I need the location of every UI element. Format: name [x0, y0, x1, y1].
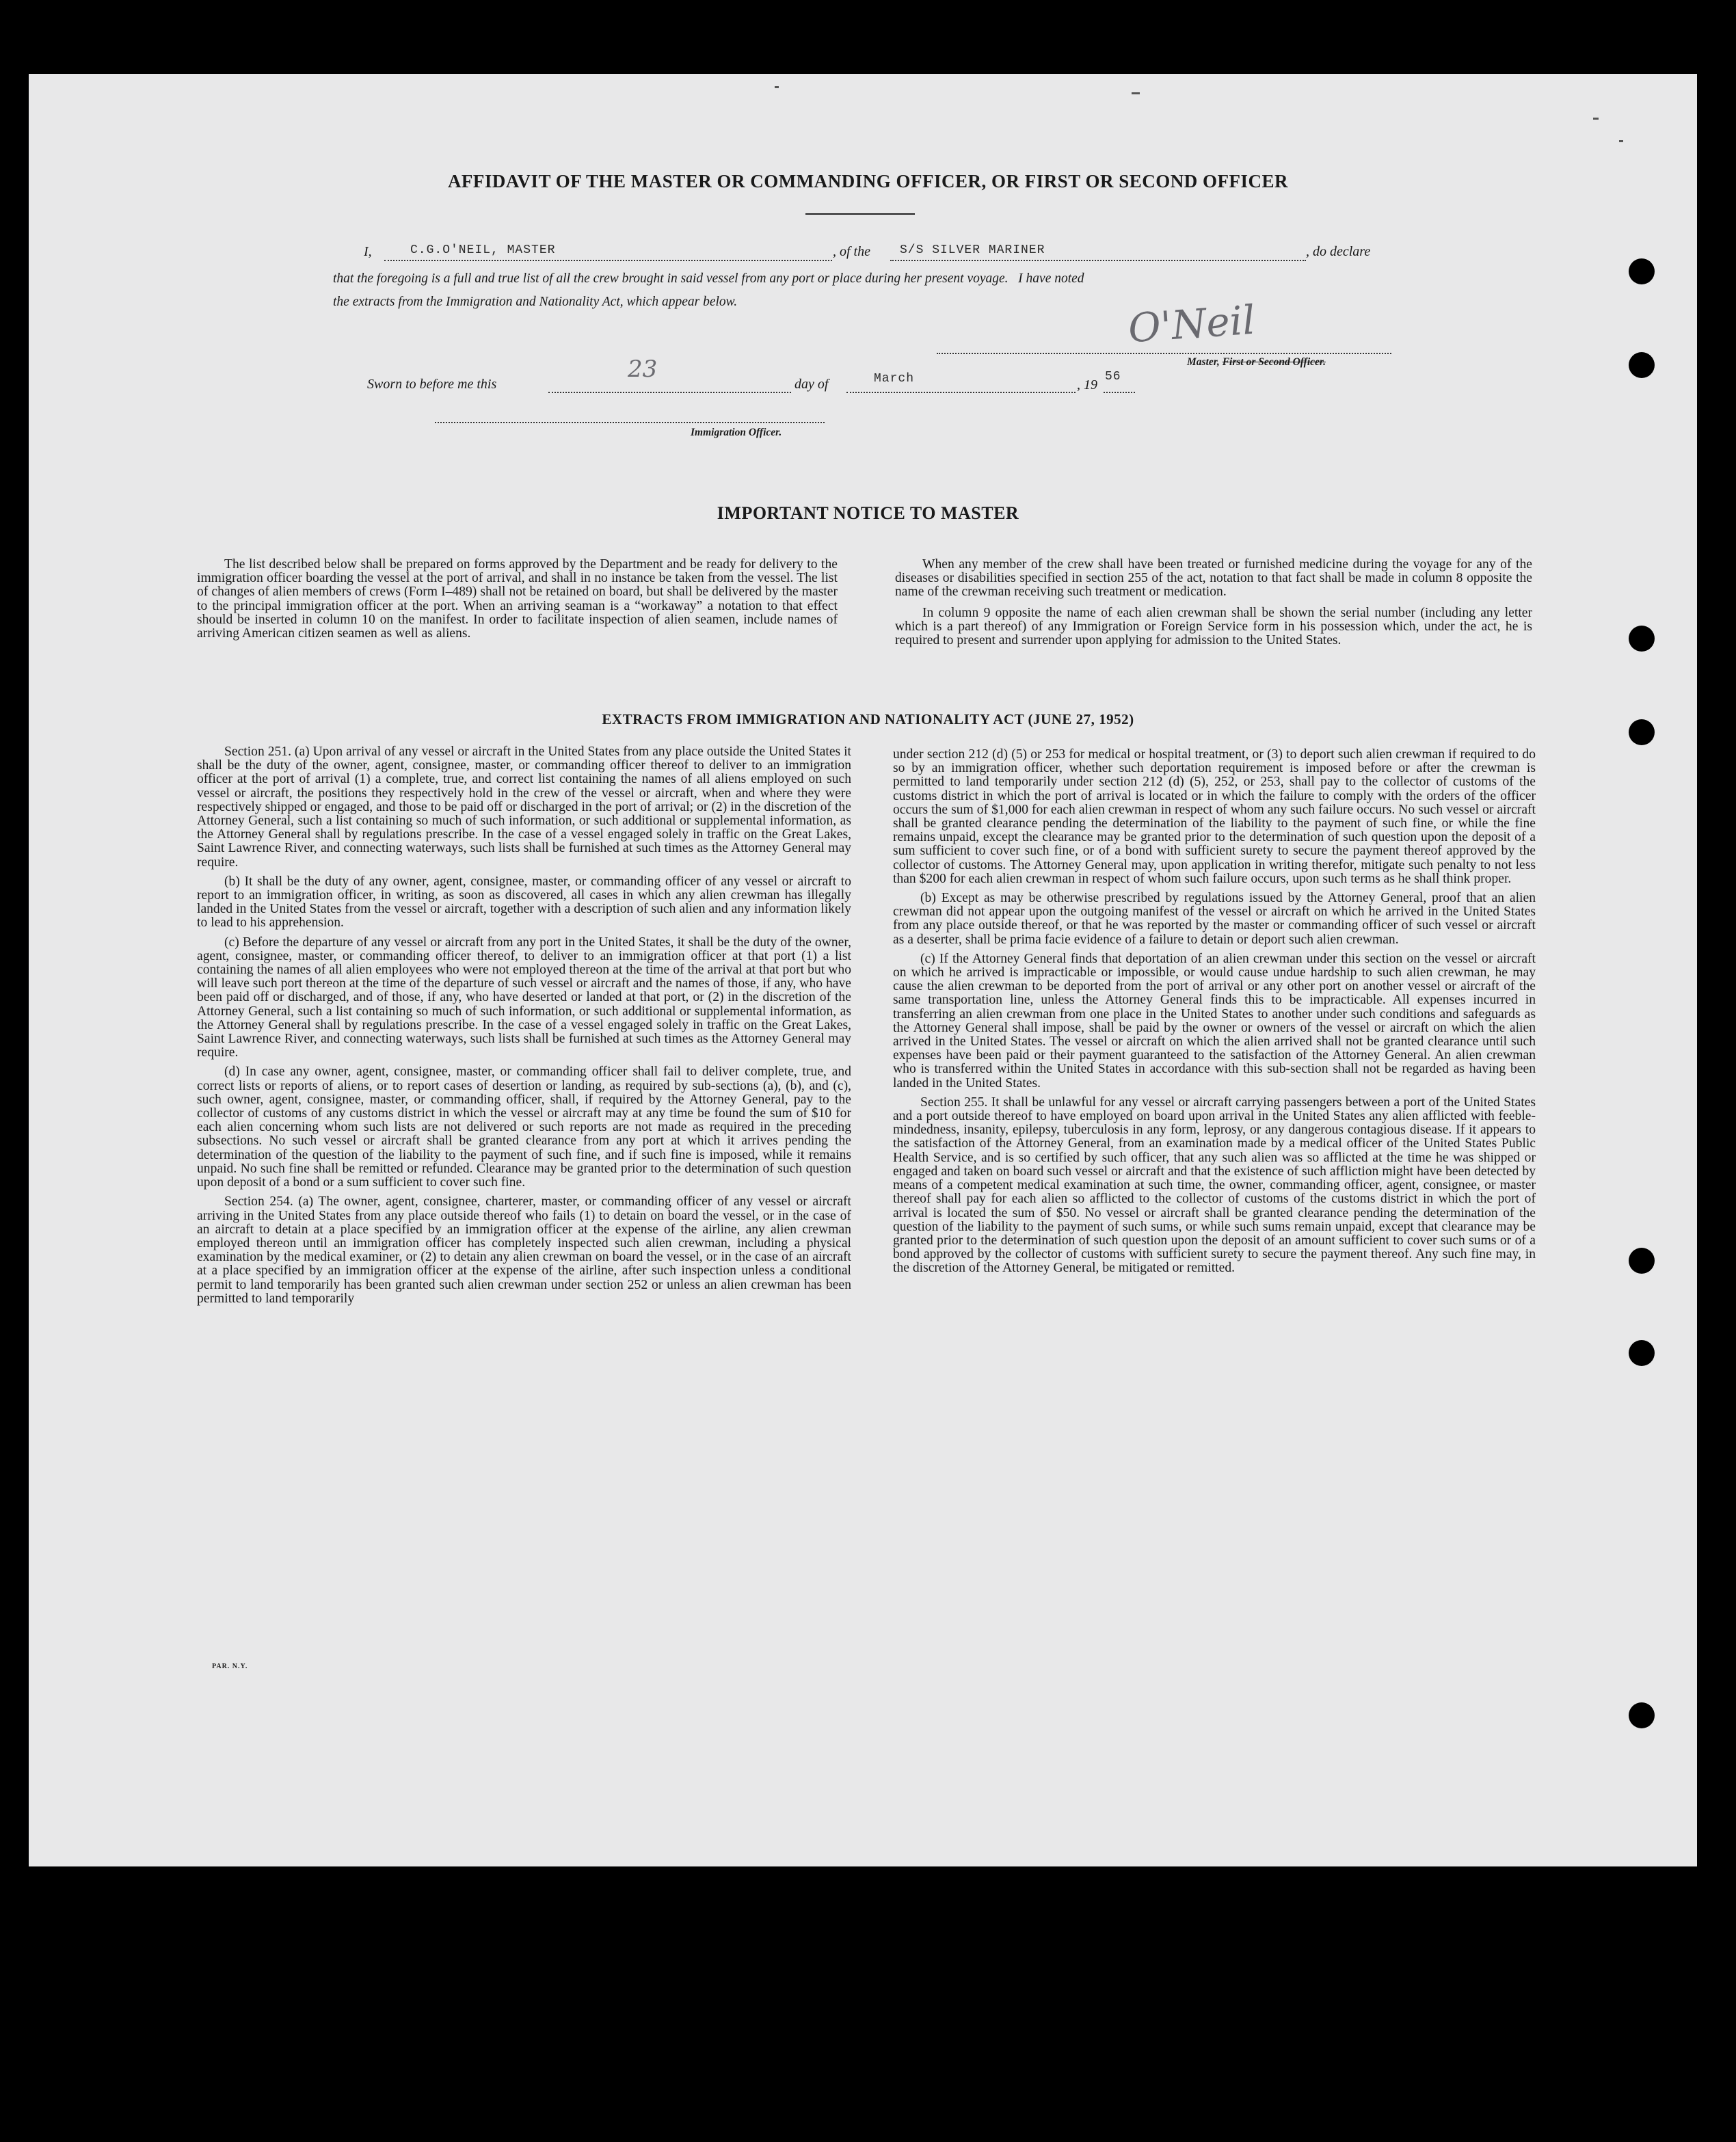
- extracts-left-column: [197, 745, 851, 1306]
- binder-hole-5: [1629, 1248, 1655, 1274]
- notice-title: IMPORTANT NOTICE TO MASTER: [717, 503, 1019, 523]
- scan-speck: [1132, 92, 1140, 94]
- notice-left-paragraph: The list described below shall be prepared on forms approved by the Department and be ready for delivery to the immigration officer boarding the vessel at the port of arrival, and shall in no instance be taken from the vessel. The list of changes of alien members of crews (Form I–489) shall not be retained on board, but shall be delivered by the master to the principal immigration officer at the port. When an arriving seaman is a “workaway” a notation to that effect should be inserted in column 10 on the manifest. In order to facilitate inspection of alien seamen, include names of arriving American citizen seamen as well as aliens.: [197, 557, 838, 641]
- printer-mark: PAR. N.Y.: [212, 1663, 248, 1670]
- scan-speck: [1593, 118, 1599, 120]
- year-line: [1104, 392, 1135, 393]
- sworn-day-line: [548, 392, 791, 393]
- do-declare-label: , do declare: [1306, 244, 1371, 259]
- extracts-right-column: [893, 748, 1536, 1276]
- title-rule: [805, 213, 915, 215]
- declarant-name-line: [384, 260, 832, 261]
- affidavit-line-3: the extracts from the Immigration and Nationality Act, which appear below.: [333, 295, 738, 309]
- signature-title: [1187, 356, 1326, 369]
- officer-label: Immigration Officer.: [691, 427, 782, 438]
- year-suffix: 56: [1105, 370, 1121, 384]
- binder-hole-1: [1629, 258, 1655, 284]
- section-254-a-continued: under section 212 (d) (5) or 253 for medical or hospital treatment, or (3) to deport such alien crewman if required to do so by an immigration officer, whether such deportation requirement is imposed before or after the crewman is permitted to land temporarily under section 212 (d) (5), 252, or 253, shall pay to the collector of customs of the customs district in which the port of arrival is located or in which the failure to comply with the orders of the officer occurs the sum of $1,000 for each alien crewman in respect of whom any such failure occurs. No such vessel or aircraft shall be granted clearance pending the determination of the liability to the payment of such fine, or while the fine remains unpaid, except the clearance may be granted prior to the determination of such question upon the deposit of a sum sufficient to cover such fine, or of a bond with sufficient surety to secure the payment thereof approved by the collector of customs. The Attorney General may, upon application in writing therefor, mitigate such penalty to not less than $200 for each alien crewman in respect of whom such failure occurs, upon such terms as he shall think proper.: [893, 747, 1536, 886]
- section-254-a: Section 254. (a) The owner, agent, consignee, charterer, master, or commanding officer of any vessel or aircraft arriving in the United States from any place outside thereof who fails (1) to detain on board the vessel, or in the case of an aircraft to detain at a place specified by an immigration officer at the expense of the airline, any alien crewman employed thereon until an immigration officer has completely inspected such alien crewman, including a physical examination by the medical examiner, or (2) to detain any alien crewman on board the vessel, or in the case of an aircraft at a place specified by an immigration officer at the expense of the airline, after such inspection unless a conditional permit to land temporarily has been granted such alien crewman under section 252 or unless an alien crewman has been permitted to land temporarily: [197, 1194, 851, 1306]
- year-prefix: , 19: [1077, 377, 1097, 392]
- affidavit-title: AFFIDAVIT OF THE MASTER OR COMMANDING OFFICER, OR FIRST OR SECOND OFFICER: [447, 171, 1289, 191]
- binder-hole-3: [1629, 626, 1655, 652]
- notice-right-column: [895, 558, 1532, 647]
- binder-hole-6: [1629, 1340, 1655, 1366]
- day-of-label: day of: [794, 377, 829, 392]
- vessel-name-line: [890, 260, 1306, 261]
- section-254-b: (b) Except as may be otherwise prescribed by regulations issued by the Attorney General, proof that an alien crewman did not appear upon the outgoing manifest of the vessel or aircraft on which he arrived in the United States from any place outside thereof, or that he was reported by the master or commanding officer of such vessel or aircraft as a deserter, shall be prima facie evidence of a failure to detain or deport such alien crewman.: [893, 891, 1536, 947]
- section-254-c: (c) If the Attorney General finds that deportation of an alien crewman under this section on the vessel or aircraft on which he arrived is impracticable or impossible, or would cause undue hardship to such alien crewman, he may cause the alien crewman to be deported from the port of arrival or any other port on another vessel or aircraft of the same transportation line, unless the Attorney General finds this to be impracticable. All expenses incurred in transferring an alien crewman from one place in the United States to another under such conditions and safeguards as the Attorney General shall impose, shall be paid by the owner or owners of the vessel or aircraft on which the alien arrived in the United States. The vessel or aircraft on which the alien arrived shall not be granted clearance until such expenses have been paid or their payment guaranteed to the satisfaction of the Attorney General. An alien crewman who is transferred within the United States in accordance with this sub-section shall not be regarded as having been landed in the United States.: [893, 951, 1536, 1090]
- notice-right-paragraph-1: When any member of the crew shall have been treated or furnished medicine during the voyage for any of the diseases or disabilities specified in section 255 of the act, notation to that fact shall be made in column 8 opposite the name of the crewman receiving such treatment or medication.: [895, 557, 1532, 600]
- sworn-day: 23: [628, 356, 658, 383]
- sworn-prefix: Sworn to before me this: [367, 377, 497, 392]
- sworn-month-line: [846, 392, 1076, 393]
- signature-text: O'Neil: [1126, 296, 1257, 352]
- master-signature: [1127, 297, 1257, 352]
- binder-hole-2: [1629, 352, 1655, 378]
- section-251-a: Section 251. (a) Upon arrival of any vessel or aircraft in the United States from any place outside the United States it shall be the duty of the owner, agent, consignee, master, or commanding officer thereof to deliver to an immigration officer at the port of arrival (1) a complete, true, and correct list containing the names of all aliens employed on such vessel or aircraft, the positions they respectively hold in the crew of the vessel or aircraft, when and where they were respectively shipped or engaged, and those to be paid off or discharged in the port of arrival; or (2) in the discretion of the Attorney General, such a list containing so much of such information, or such additional or supplemental information, as the Attorney General shall by regulations prescribe. In the case of a vessel engaged solely in traffic on the Great Lakes, Saint Lawrence River, and connecting waterways, such lists shall be furnished at such times as the Attorney General may require.: [197, 745, 851, 870]
- affidavit-line-2: that the foregoing is a full and true list of all the crew brought in said vessel from any port or place during her present voyage. I have noted: [333, 271, 1084, 286]
- section-251-b: (b) It shall be the duty of any owner, agent, consignee, master, or commanding officer of any vessel or aircraft to report to an immigration officer, in writing, as soon as discovered, all cases in which any alien crewman has illegally landed in the United States from the vessel or aircraft, together with a description of such alien and any information likely to lead to his apprehension.: [197, 874, 851, 931]
- of-the-label: , of the: [833, 244, 870, 259]
- binder-hole-7: [1629, 1702, 1655, 1728]
- extracts-title: EXTRACTS FROM IMMIGRATION AND NATIONALITY ACT (JUNE 27, 1952): [602, 711, 1134, 727]
- notice-left-column: [197, 558, 838, 641]
- section-251-d: (d) In case any owner, agent, consignee, master, or commanding officer shall fail to deliver complete, true, and correct lists or reports of aliens, or to report cases of desertion or landing, as required by sub-sections (a), (b), and (c), such owner, agent, consignee, master, or commanding officer, shall, if required by the Attorney General, pay to the collector of customs of any customs district in which the vessel or aircraft may at any time be found the sum of $10 for each alien concerning whom such lists are not delivered or such reports are not made as required in the preceding subsections. No such vessel or aircraft shall be granted clearance from any port at which it arrives pending the determination of the question of the liability to the payment of such fine, and if such fine is imposed, while it remains unpaid. No such fine shall be remitted or refunded. Clearance may be granted prior to the determination of such question upon deposit of a bond or a sum sufficient to cover such fine.: [197, 1065, 851, 1190]
- vessel-name: S/S SILVER MARINER: [900, 243, 1045, 257]
- title-struck: First or Second Officer.: [1222, 356, 1326, 368]
- sworn-month: March: [874, 372, 915, 386]
- declarant-prefix: I,: [364, 244, 372, 259]
- section-251-c: (c) Before the departure of any vessel or aircraft from any port in the United States, it shall be the duty of the owner, agent, consignee, master, or commanding officer thereof, to deliver to an immigration officer at that port (1) a list containing the names of all alien employees who were not employed thereon at the time of the arrival at that port but who will leave such port thereon at the time of the departure of such vessel or aircraft and the names of those, if any, who have been paid off or discharged, and of those, if any, who have deserted or landed at that port, or (2) in the discretion of the Attorney General, such a list containing so much of such information, or such additional or supplemental information, as the Attorney General shall by regulations prescribe. In the case of a vessel engaged solely in traffic on the Great Lakes, Saint Lawrence River, and connecting waterways, such lists shall be furnished at such times as the Attorney General may require.: [197, 935, 851, 1060]
- notice-right-paragraph-2: In column 9 opposite the name of each alien crewman shall be shown the serial number (including any letter which is a part thereof) of any Immigration or Foreign Service form in his possession which, under the act, he is required to present and surrender upon applying for admission to the United States.: [895, 605, 1532, 648]
- section-255: Section 255. It shall be unlawful for any vessel or aircraft carrying passengers between a port of the United States and a port outside thereof to have employed on board upon arrival in the United States any alien afflicted with feeble-mindedness, insanity, epilepsy, tuberculosis in any form, leprosy, or any dangerous contagious disease. If it appears to the satisfaction of the Attorney General, from an examination made by a medical officer of the United States Public Health Service, and is so certified by such officer, that any such alien was so afflicted at the time he was shipped or engaged and taken on board such vessel or aircraft and that the existence of such affliction might have been detected by means of a competent medical examination at such time, the owner, commanding officer, agent, consignee, or master thereof shall pay for each alien so afflicted to the collector of customs of the customs district in which the port of arrival is located the sum of $50. No vessel or aircraft shall be granted clearance pending the determination of the question of the liability to the payment of such sums, or while such sums remain unpaid, except that clearance may be granted prior to the determination of such question upon the deposit of an amount sufficient to cover such sums or of a bond approved by the collector of customs with sufficient surety to secure the payment thereof. Any such fine may, in the discretion of the Attorney General, be mitigated or remitted.: [893, 1095, 1536, 1276]
- officer-line: [435, 422, 825, 423]
- signature-line: [937, 353, 1391, 354]
- declarant-name: C.G.O'NEIL, MASTER: [410, 243, 556, 257]
- title-master: Master,: [1187, 356, 1220, 368]
- scan-speck: [775, 86, 779, 88]
- scan-speck: [1619, 140, 1623, 142]
